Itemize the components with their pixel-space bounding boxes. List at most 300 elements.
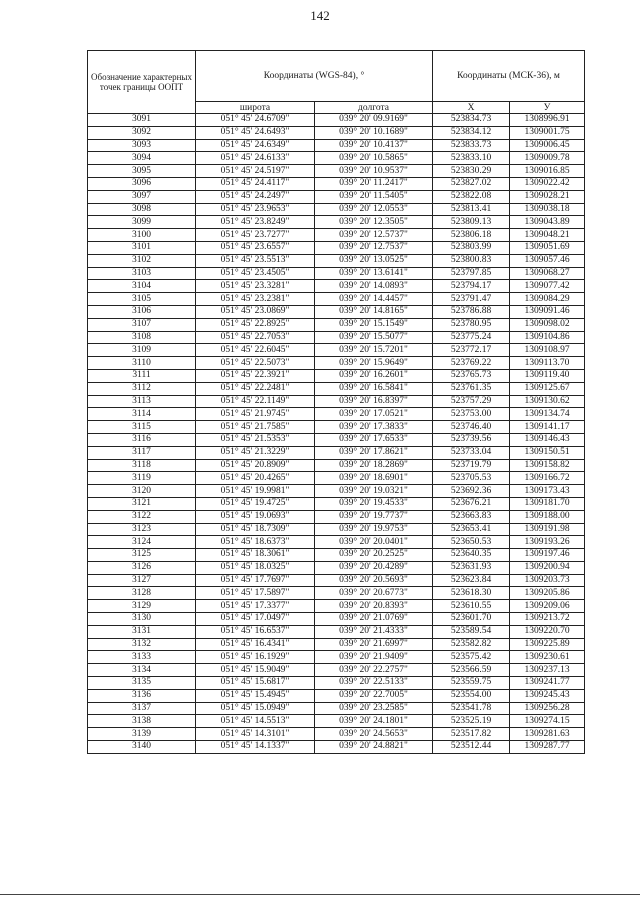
longitude-cell: 039° 20' 17.0521" [315, 408, 433, 421]
latitude-cell: 051° 45' 22.3921" [196, 369, 315, 382]
longitude-cell: 039° 20' 17.6533" [315, 433, 433, 446]
latitude-cell: 051° 45' 23.7277" [196, 229, 315, 242]
x-cell: 523541.78 [433, 702, 510, 715]
table-row [88, 561, 585, 574]
longitude-cell: 039° 20' 20.5693" [315, 574, 433, 587]
latitude-cell: 051° 45' 24.6709" [196, 114, 315, 127]
table-row [88, 485, 585, 498]
subheader-x: X [433, 102, 510, 114]
point-number-cell: 3134 [88, 664, 196, 677]
point-number-cell: 3128 [88, 587, 196, 600]
longitude-cell: 039° 20' 20.8393" [315, 600, 433, 613]
latitude-cell: 051° 45' 17.5897" [196, 587, 315, 600]
table-row [88, 459, 585, 472]
point-number-cell: 3130 [88, 613, 196, 626]
latitude-cell: 051° 45' 17.7697" [196, 574, 315, 587]
x-cell: 523769.22 [433, 357, 510, 370]
latitude-cell: 051° 45' 24.6493" [196, 126, 315, 139]
longitude-cell: 039° 20' 16.2601" [315, 369, 433, 382]
latitude-cell: 051° 45' 18.3061" [196, 549, 315, 562]
x-cell: 523623.84 [433, 574, 510, 587]
longitude-cell: 039° 20' 22.7005" [315, 689, 433, 702]
x-cell: 523566.59 [433, 664, 510, 677]
point-number-cell: 3104 [88, 280, 196, 293]
y-cell: 1309077.42 [510, 280, 585, 293]
x-cell: 523791.47 [433, 293, 510, 306]
y-cell: 1309038.18 [510, 203, 585, 216]
table-row [88, 574, 585, 587]
latitude-cell: 051° 45' 23.6557" [196, 241, 315, 254]
longitude-cell: 039° 20' 21.4333" [315, 625, 433, 638]
longitude-cell: 039° 20' 13.6141" [315, 267, 433, 280]
y-cell: 1309001.75 [510, 126, 585, 139]
y-cell: 1309181.70 [510, 497, 585, 510]
point-number-cell: 3091 [88, 114, 196, 127]
x-cell: 523739.56 [433, 433, 510, 446]
x-cell: 523640.35 [433, 549, 510, 562]
latitude-cell: 051° 45' 14.1337" [196, 741, 315, 754]
table-row [88, 536, 585, 549]
y-cell: 1308996.91 [510, 114, 585, 127]
latitude-cell: 051° 45' 15.4945" [196, 689, 315, 702]
table-row [88, 472, 585, 485]
longitude-cell: 039° 20' 24.8821" [315, 741, 433, 754]
point-number-cell: 3116 [88, 433, 196, 446]
y-cell: 1309158.82 [510, 459, 585, 472]
table-row [88, 382, 585, 395]
point-number-cell: 3101 [88, 241, 196, 254]
table-row [88, 203, 585, 216]
y-cell: 1309091.46 [510, 305, 585, 318]
latitude-cell: 051° 45' 15.6817" [196, 677, 315, 690]
longitude-cell: 039° 20' 12.7537" [315, 241, 433, 254]
table-row [88, 318, 585, 331]
x-cell: 523676.21 [433, 497, 510, 510]
table-row [88, 177, 585, 190]
table-row [88, 229, 585, 242]
x-cell: 523575.42 [433, 651, 510, 664]
longitude-cell: 039° 20' 21.0769" [315, 613, 433, 626]
longitude-cell: 039° 20' 11.5405" [315, 190, 433, 203]
longitude-cell: 039° 20' 16.5841" [315, 382, 433, 395]
latitude-cell: 051° 45' 22.8925" [196, 318, 315, 331]
longitude-cell: 039° 20' 17.3833" [315, 421, 433, 434]
y-cell: 1309104.86 [510, 331, 585, 344]
longitude-cell: 039° 20' 24.1801" [315, 715, 433, 728]
longitude-cell: 039° 20' 20.6773" [315, 587, 433, 600]
latitude-cell: 051° 45' 22.2481" [196, 382, 315, 395]
table-row [88, 305, 585, 318]
point-number-cell: 3095 [88, 165, 196, 178]
longitude-cell: 039° 20' 18.2869" [315, 459, 433, 472]
x-cell: 523830.29 [433, 165, 510, 178]
table-row [88, 613, 585, 626]
latitude-cell: 051° 45' 23.3281" [196, 280, 315, 293]
longitude-cell: 039° 20' 19.9753" [315, 523, 433, 536]
table-row [88, 600, 585, 613]
x-cell: 523786.88 [433, 305, 510, 318]
x-cell: 523765.73 [433, 369, 510, 382]
point-number-cell: 3132 [88, 638, 196, 651]
longitude-cell: 039° 20' 12.0553" [315, 203, 433, 216]
latitude-cell: 051° 45' 24.6349" [196, 139, 315, 152]
longitude-cell: 039° 20' 16.8397" [315, 395, 433, 408]
latitude-cell: 051° 45' 19.4725" [196, 497, 315, 510]
longitude-cell: 039° 20' 10.9537" [315, 165, 433, 178]
longitude-cell: 039° 20' 14.8165" [315, 305, 433, 318]
latitude-cell: 051° 45' 23.4505" [196, 267, 315, 280]
point-number-cell: 3119 [88, 472, 196, 485]
longitude-cell: 039° 20' 11.2417" [315, 177, 433, 190]
longitude-cell: 039° 20' 21.6997" [315, 638, 433, 651]
latitude-cell: 051° 45' 18.0325" [196, 561, 315, 574]
latitude-cell: 051° 45' 17.0497" [196, 613, 315, 626]
x-cell: 523525.19 [433, 715, 510, 728]
x-cell: 523705.53 [433, 472, 510, 485]
table-row [88, 702, 585, 715]
point-number-cell: 3131 [88, 625, 196, 638]
table-row [88, 651, 585, 664]
table-header-row [88, 51, 585, 102]
x-cell: 523827.02 [433, 177, 510, 190]
point-number-cell: 3100 [88, 229, 196, 242]
point-number-cell: 3103 [88, 267, 196, 280]
y-cell: 1309028.21 [510, 190, 585, 203]
table-row [88, 446, 585, 459]
table-row [88, 728, 585, 741]
point-number-cell: 3139 [88, 728, 196, 741]
point-number-cell: 3122 [88, 510, 196, 523]
point-number-cell: 3106 [88, 305, 196, 318]
y-cell: 1309203.73 [510, 574, 585, 587]
latitude-cell: 051° 45' 24.4117" [196, 177, 315, 190]
table-row [88, 126, 585, 139]
table-row [88, 114, 585, 127]
y-cell: 1309281.63 [510, 728, 585, 741]
x-cell: 523554.00 [433, 689, 510, 702]
table-row [88, 139, 585, 152]
y-cell: 1309150.51 [510, 446, 585, 459]
x-cell: 523618.30 [433, 587, 510, 600]
longitude-cell: 039° 20' 15.9649" [315, 357, 433, 370]
y-cell: 1309022.42 [510, 177, 585, 190]
y-cell: 1309200.94 [510, 561, 585, 574]
y-cell: 1309068.27 [510, 267, 585, 280]
point-number-cell: 3113 [88, 395, 196, 408]
x-cell: 523803.99 [433, 241, 510, 254]
latitude-cell: 051° 45' 18.7309" [196, 523, 315, 536]
point-number-cell: 3124 [88, 536, 196, 549]
point-number-cell: 3140 [88, 741, 196, 754]
x-cell: 523797.85 [433, 267, 510, 280]
point-number-cell: 3109 [88, 344, 196, 357]
table-row [88, 677, 585, 690]
x-cell: 523653.41 [433, 523, 510, 536]
point-number-cell: 3118 [88, 459, 196, 472]
y-cell: 1309274.15 [510, 715, 585, 728]
table-row [88, 369, 585, 382]
y-cell: 1309220.70 [510, 625, 585, 638]
x-cell: 523692.36 [433, 485, 510, 498]
y-cell: 1309191.98 [510, 523, 585, 536]
subheader-y: У [510, 102, 585, 114]
y-cell: 1309006.45 [510, 139, 585, 152]
point-number-cell: 3117 [88, 446, 196, 459]
latitude-cell: 051° 45' 20.4265" [196, 472, 315, 485]
latitude-cell: 051° 45' 15.9049" [196, 664, 315, 677]
table-row [88, 190, 585, 203]
y-cell: 1309209.06 [510, 600, 585, 613]
longitude-cell: 039° 20' 23.2585" [315, 702, 433, 715]
point-number-cell: 3120 [88, 485, 196, 498]
point-number-cell: 3123 [88, 523, 196, 536]
longitude-cell: 039° 20' 17.8621" [315, 446, 433, 459]
longitude-cell: 039° 20' 10.4137" [315, 139, 433, 152]
longitude-cell: 039° 20' 14.4457" [315, 293, 433, 306]
coordinates-table [87, 50, 585, 754]
table-body [88, 114, 585, 754]
y-cell: 1309108.97 [510, 344, 585, 357]
y-cell: 1309230.61 [510, 651, 585, 664]
table-row [88, 421, 585, 434]
longitude-cell: 039° 20' 18.6901" [315, 472, 433, 485]
y-cell: 1309009.78 [510, 152, 585, 165]
table-row [88, 395, 585, 408]
header-point-designation: Обозначение характерных точек границы ООПТ [88, 51, 196, 114]
x-cell: 523800.83 [433, 254, 510, 267]
point-number-cell: 3108 [88, 331, 196, 344]
point-number-cell: 3094 [88, 152, 196, 165]
y-cell: 1309134.74 [510, 408, 585, 421]
latitude-cell: 051° 45' 19.9981" [196, 485, 315, 498]
latitude-cell: 051° 45' 16.1929" [196, 651, 315, 664]
x-cell: 523833.10 [433, 152, 510, 165]
latitude-cell: 051° 45' 21.5353" [196, 433, 315, 446]
table-row [88, 638, 585, 651]
y-cell: 1309256.28 [510, 702, 585, 715]
latitude-cell: 051° 45' 22.5073" [196, 357, 315, 370]
y-cell: 1309287.77 [510, 741, 585, 754]
y-cell: 1309119.40 [510, 369, 585, 382]
y-cell: 1309113.70 [510, 357, 585, 370]
longitude-cell: 039° 20' 19.7737" [315, 510, 433, 523]
point-number-cell: 3135 [88, 677, 196, 690]
longitude-cell: 039° 20' 15.7201" [315, 344, 433, 357]
table-row [88, 715, 585, 728]
point-number-cell: 3097 [88, 190, 196, 203]
table-row [88, 689, 585, 702]
point-number-cell: 3112 [88, 382, 196, 395]
latitude-cell: 051° 45' 17.3377" [196, 600, 315, 613]
y-cell: 1309057.46 [510, 254, 585, 267]
longitude-cell: 039° 20' 24.5653" [315, 728, 433, 741]
x-cell: 523794.17 [433, 280, 510, 293]
table-row [88, 280, 585, 293]
x-cell: 523833.73 [433, 139, 510, 152]
longitude-cell: 039° 20' 09.9169" [315, 114, 433, 127]
longitude-cell: 039° 20' 20.0401" [315, 536, 433, 549]
x-cell: 523809.13 [433, 216, 510, 229]
latitude-cell: 051° 45' 21.3229" [196, 446, 315, 459]
x-cell: 523733.04 [433, 446, 510, 459]
latitude-cell: 051° 45' 15.0949" [196, 702, 315, 715]
x-cell: 523761.35 [433, 382, 510, 395]
x-cell: 523806.18 [433, 229, 510, 242]
longitude-cell: 039° 20' 10.5865" [315, 152, 433, 165]
table-row [88, 408, 585, 421]
point-number-cell: 3137 [88, 702, 196, 715]
latitude-cell: 051° 45' 22.1149" [196, 395, 315, 408]
subheader-latitude: широта [196, 102, 315, 114]
y-cell: 1309197.46 [510, 549, 585, 562]
table-row [88, 510, 585, 523]
y-cell: 1309130.62 [510, 395, 585, 408]
y-cell: 1309098.02 [510, 318, 585, 331]
page-number: 142 [310, 8, 330, 23]
longitude-cell: 039° 20' 12.5737" [315, 229, 433, 242]
table-row [88, 523, 585, 536]
x-cell: 523582.82 [433, 638, 510, 651]
x-cell: 523663.83 [433, 510, 510, 523]
y-cell: 1309016.85 [510, 165, 585, 178]
y-cell: 1309141.17 [510, 421, 585, 434]
y-cell: 1309173.43 [510, 485, 585, 498]
point-number-cell: 3114 [88, 408, 196, 421]
x-cell: 523757.29 [433, 395, 510, 408]
y-cell: 1309125.67 [510, 382, 585, 395]
longitude-cell: 039° 20' 15.5077" [315, 331, 433, 344]
latitude-cell: 051° 45' 23.0869" [196, 305, 315, 318]
point-number-cell: 3125 [88, 549, 196, 562]
longitude-cell: 039° 20' 22.5133" [315, 677, 433, 690]
table-row [88, 331, 585, 344]
table-row [88, 152, 585, 165]
latitude-cell: 051° 45' 21.7585" [196, 421, 315, 434]
x-cell: 523559.75 [433, 677, 510, 690]
x-cell: 523517.82 [433, 728, 510, 741]
point-number-cell: 3105 [88, 293, 196, 306]
latitude-cell: 051° 45' 24.6133" [196, 152, 315, 165]
point-number-cell: 3099 [88, 216, 196, 229]
y-cell: 1309241.77 [510, 677, 585, 690]
latitude-cell: 051° 45' 16.6537" [196, 625, 315, 638]
x-cell: 523834.73 [433, 114, 510, 127]
header-msk36: Координаты (МСК-36), м [433, 51, 585, 102]
table-row [88, 357, 585, 370]
point-number-cell: 3133 [88, 651, 196, 664]
y-cell: 1309237.13 [510, 664, 585, 677]
latitude-cell: 051° 45' 22.6045" [196, 344, 315, 357]
point-number-cell: 3110 [88, 357, 196, 370]
latitude-cell: 051° 45' 22.7053" [196, 331, 315, 344]
x-cell: 523775.24 [433, 331, 510, 344]
x-cell: 523813.41 [433, 203, 510, 216]
point-number-cell: 3127 [88, 574, 196, 587]
point-number-cell: 3136 [88, 689, 196, 702]
y-cell: 1309188.00 [510, 510, 585, 523]
x-cell: 523753.00 [433, 408, 510, 421]
x-cell: 523834.12 [433, 126, 510, 139]
point-number-cell: 3121 [88, 497, 196, 510]
latitude-cell: 051° 45' 14.3101" [196, 728, 315, 741]
x-cell: 523719.79 [433, 459, 510, 472]
x-cell: 523512.44 [433, 741, 510, 754]
y-cell: 1309048.21 [510, 229, 585, 242]
longitude-cell: 039° 20' 19.0321" [315, 485, 433, 498]
point-number-cell: 3138 [88, 715, 196, 728]
longitude-cell: 039° 20' 14.0893" [315, 280, 433, 293]
latitude-cell: 051° 45' 18.6373" [196, 536, 315, 549]
point-number-cell: 3093 [88, 139, 196, 152]
longitude-cell: 039° 20' 22.2757" [315, 664, 433, 677]
x-cell: 523772.17 [433, 344, 510, 357]
x-cell: 523631.93 [433, 561, 510, 574]
table-row [88, 587, 585, 600]
longitude-cell: 039° 20' 19.4533" [315, 497, 433, 510]
point-number-cell: 3115 [88, 421, 196, 434]
table-row [88, 625, 585, 638]
table-row [88, 497, 585, 510]
longitude-cell: 039° 20' 15.1549" [315, 318, 433, 331]
x-cell: 523780.95 [433, 318, 510, 331]
y-cell: 1309213.72 [510, 613, 585, 626]
x-cell: 523746.40 [433, 421, 510, 434]
header-wgs84: Координаты (WGS-84), ° [196, 51, 433, 102]
subheader-longitude: долгота [315, 102, 433, 114]
latitude-cell: 051° 45' 16.4341" [196, 638, 315, 651]
table-row [88, 216, 585, 229]
table-row [88, 241, 585, 254]
longitude-cell: 039° 20' 12.3505" [315, 216, 433, 229]
x-cell: 523601.70 [433, 613, 510, 626]
latitude-cell: 051° 45' 23.2381" [196, 293, 315, 306]
latitude-cell: 051° 45' 24.5197" [196, 165, 315, 178]
y-cell: 1309225.89 [510, 638, 585, 651]
latitude-cell: 051° 45' 21.9745" [196, 408, 315, 421]
x-cell: 523822.08 [433, 190, 510, 203]
table-row [88, 254, 585, 267]
latitude-cell: 051° 45' 23.9653" [196, 203, 315, 216]
point-number-cell: 3129 [88, 600, 196, 613]
longitude-cell: 039° 20' 20.2525" [315, 549, 433, 562]
latitude-cell: 051° 45' 24.2497" [196, 190, 315, 203]
x-cell: 523610.55 [433, 600, 510, 613]
point-number-cell: 3102 [88, 254, 196, 267]
y-cell: 1309043.89 [510, 216, 585, 229]
point-number-cell: 3107 [88, 318, 196, 331]
table-row [88, 267, 585, 280]
point-number-cell: 3092 [88, 126, 196, 139]
table-row [88, 549, 585, 562]
point-number-cell: 3096 [88, 177, 196, 190]
x-cell: 523650.53 [433, 536, 510, 549]
y-cell: 1309146.43 [510, 433, 585, 446]
longitude-cell: 039° 20' 10.1689" [315, 126, 433, 139]
y-cell: 1309205.86 [510, 587, 585, 600]
y-cell: 1309084.29 [510, 293, 585, 306]
table-row [88, 664, 585, 677]
longitude-cell: 039° 20' 21.9409" [315, 651, 433, 664]
longitude-cell: 039° 20' 13.0525" [315, 254, 433, 267]
table-row [88, 344, 585, 357]
longitude-cell: 039° 20' 20.4289" [315, 561, 433, 574]
latitude-cell: 051° 45' 20.8909" [196, 459, 315, 472]
y-cell: 1309245.43 [510, 689, 585, 702]
point-number-cell: 3098 [88, 203, 196, 216]
latitude-cell: 051° 45' 23.5513" [196, 254, 315, 267]
table-row [88, 741, 585, 754]
point-number-cell: 3126 [88, 561, 196, 574]
